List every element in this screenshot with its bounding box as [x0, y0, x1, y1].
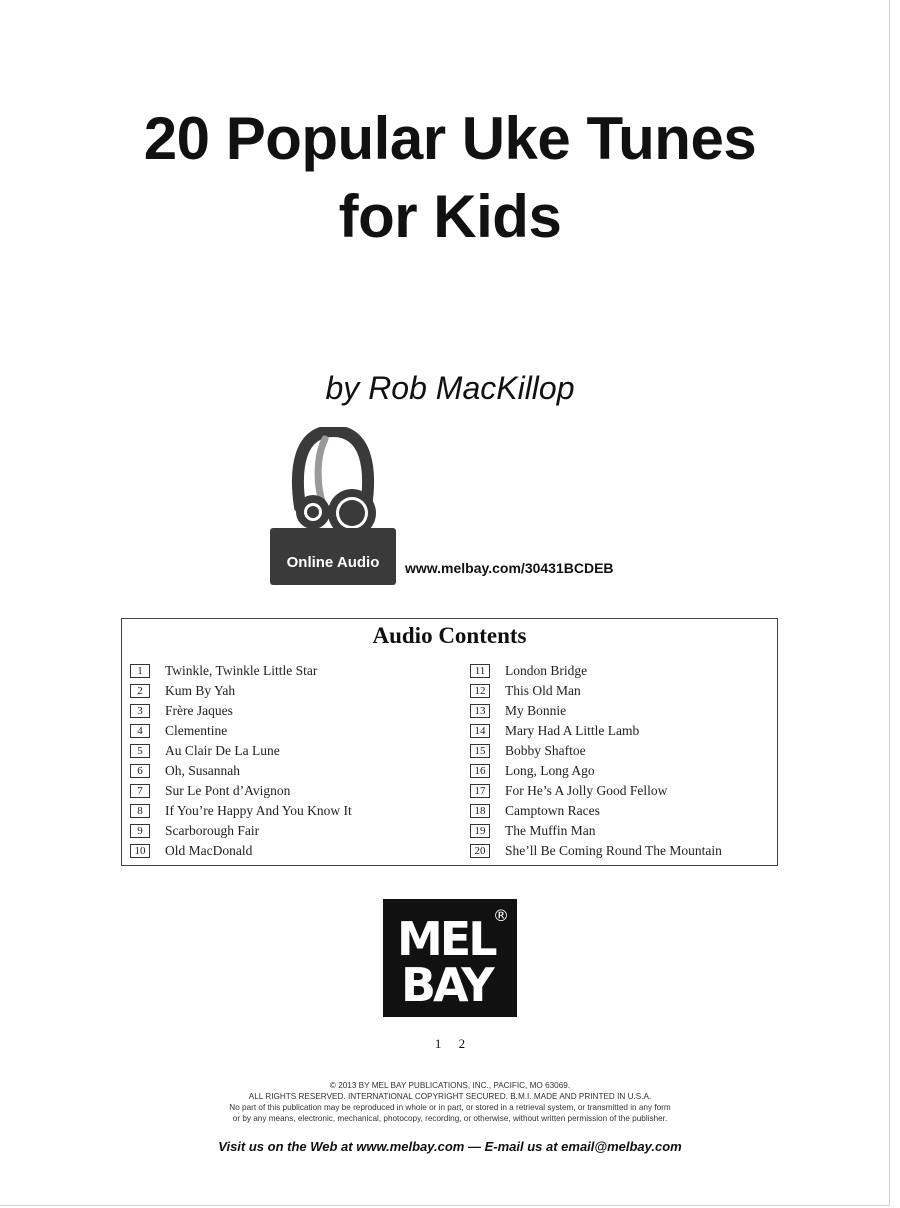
mel-bay-logo: [383, 899, 517, 1017]
online-audio-badge[interactable]: [270, 427, 396, 585]
track-item[interactable]: [130, 681, 352, 701]
track-number: 3: [130, 704, 150, 718]
track-number: 18: [470, 804, 490, 818]
track-item[interactable]: [130, 661, 352, 681]
track-item[interactable]: [470, 801, 722, 821]
track-number: 8: [130, 804, 150, 818]
title-line-1: 20 Popular Uke Tunes: [143, 105, 757, 172]
track-number: 7: [130, 784, 150, 798]
track-item[interactable]: [470, 761, 722, 781]
track-number: 5: [130, 744, 150, 758]
track-title: This Old Man: [505, 683, 581, 698]
track-title: London Bridge: [505, 663, 588, 678]
track-list-left: [130, 661, 352, 861]
logo-text-bay: BAY: [401, 958, 492, 1012]
track-title: Clementine: [165, 723, 228, 738]
track-item[interactable]: [470, 741, 722, 761]
legal-line: or by any means, electronic, mechanical, photocopy, recording, or otherwise, without written permission of the publisher.: [232, 1114, 668, 1123]
track-number: 19: [470, 824, 490, 838]
track-number: 20: [470, 844, 490, 858]
track-number: 1: [130, 664, 150, 678]
track-item[interactable]: [470, 661, 722, 681]
track-number: 11: [470, 664, 490, 678]
track-number: 15: [470, 744, 490, 758]
track-title: Bobby Shaftoe: [505, 743, 586, 758]
track-item[interactable]: [470, 821, 722, 841]
track-title: She’ll Be Coming Round The Mountain: [505, 843, 722, 858]
track-title: Camptown Races: [505, 803, 600, 818]
track-list-right: [470, 661, 722, 861]
track-number: 17: [470, 784, 490, 798]
track-number: 4: [130, 724, 150, 738]
track-title: Sur Le Pont d’Avignon: [165, 783, 291, 798]
track-item[interactable]: [130, 721, 352, 741]
registered-mark: ®: [493, 906, 509, 925]
visit-web-line: Visit us on the Web at www.melbay.com — E-mail us at email@melbay.com: [218, 1139, 682, 1154]
author-byline: by Rob MacKillop: [325, 370, 575, 406]
legal-line: © 2013 BY MEL BAY PUBLICATIONS, INC., PACIFIC, MO 63069.: [329, 1081, 571, 1090]
track-number: 14: [470, 724, 490, 738]
track-title: Mary Had A Little Lamb: [505, 723, 640, 738]
track-item[interactable]: [130, 821, 352, 841]
legal-notice: [0, 1080, 900, 1124]
track-item[interactable]: [470, 681, 722, 701]
track-number: 13: [470, 704, 490, 718]
audio-contents-box: [121, 618, 778, 866]
page-numbers: 1 2: [434, 1036, 466, 1051]
track-item[interactable]: [130, 761, 352, 781]
track-item[interactable]: [470, 701, 722, 721]
track-number: 10: [130, 844, 150, 858]
track-number: 9: [130, 824, 150, 838]
legal-line: ALL RIGHTS RESERVED. INTERNATIONAL COPYRIGHT SECURED. B.M.I. MADE AND PRINTED IN U.S.A.: [248, 1092, 652, 1101]
track-number: 2: [130, 684, 150, 698]
logo-text-mel: MEL: [397, 912, 495, 966]
track-title: Kum By Yah: [165, 683, 236, 698]
audio-contents-title: Audio Contents: [372, 623, 527, 648]
track-item[interactable]: [130, 701, 352, 721]
track-number: 16: [470, 764, 490, 778]
page-title: [0, 100, 900, 256]
audio-url-link[interactable]: www.melbay.com/30431BCDEB: [405, 560, 614, 576]
track-item[interactable]: [130, 801, 352, 821]
track-title: Long, Long Ago: [505, 763, 595, 778]
track-title: Scarborough Fair: [165, 823, 260, 838]
track-item[interactable]: [470, 781, 722, 801]
headphones-icon: [270, 427, 396, 535]
legal-line: No part of this publication may be reproduced in whole or in part, or stored in a retrieval system, or transmitted in any form: [229, 1103, 671, 1112]
title-line-2: for Kids: [338, 183, 562, 250]
track-item[interactable]: [130, 781, 352, 801]
track-number: 6: [130, 764, 150, 778]
online-audio-label: Online Audio: [286, 554, 380, 571]
track-item[interactable]: [130, 741, 352, 761]
track-title: Oh, Susannah: [165, 763, 240, 778]
track-title: Frère Jaques: [165, 703, 233, 718]
track-title: My Bonnie: [505, 703, 567, 718]
track-title: Old MacDonald: [165, 843, 253, 858]
track-number: 12: [470, 684, 490, 698]
track-title: The Muffin Man: [505, 823, 596, 838]
track-item[interactable]: [470, 721, 722, 741]
track-title: Twinkle, Twinkle Little Star: [165, 663, 318, 678]
mel-bay-logo-mark: [383, 899, 517, 1017]
track-title: Au Clair De La Lune: [165, 743, 280, 758]
track-title: For He’s A Jolly Good Fellow: [505, 783, 668, 798]
track-title: If You’re Happy And You Know It: [165, 803, 352, 818]
track-item[interactable]: [130, 841, 352, 861]
track-item[interactable]: [470, 841, 722, 861]
